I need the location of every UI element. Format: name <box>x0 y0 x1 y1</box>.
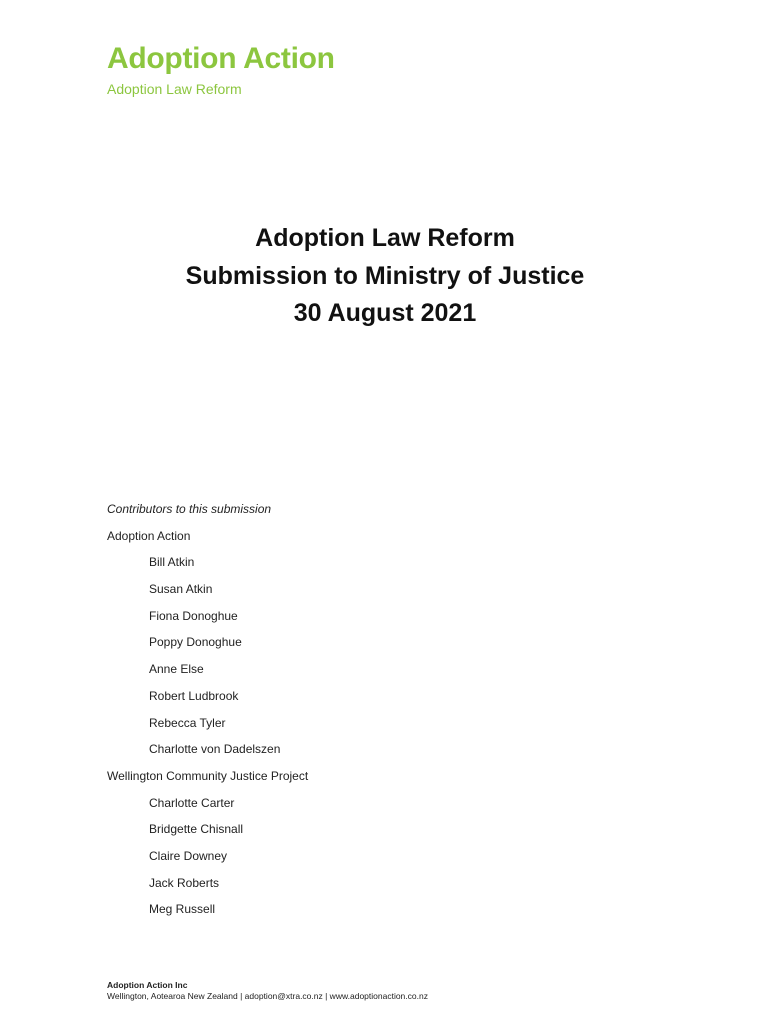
contributor-name: Jack Roberts <box>149 875 220 890</box>
contributor-name: Bridgette Chisnall <box>149 822 244 837</box>
contributor-name: Bill Atkin <box>149 555 195 570</box>
contributor-name: Charlotte von Dadelszen <box>149 742 281 757</box>
document-title <box>0 220 770 333</box>
contributor-name: Fiona Donoghue <box>149 608 238 623</box>
contributor-name: Robert Ludbrook <box>149 688 239 703</box>
contributor-name: Charlotte Carter <box>149 795 235 810</box>
contributors-section <box>107 500 308 927</box>
footer-org-name: Adoption Action Inc <box>107 980 188 990</box>
title-line-3: 30 August 2021 <box>293 299 477 327</box>
title-line-1: Adoption Law Reform <box>255 224 515 252</box>
page-footer <box>107 980 428 1002</box>
org-name-adoption-action: Adoption Action <box>107 528 191 543</box>
contributor-name: Susan Atkin <box>149 582 213 597</box>
contributor-name: Rebecca Tyler <box>149 715 226 730</box>
contributor-name: Meg Russell <box>149 902 216 917</box>
contributors-heading: Contributors to this submission <box>107 502 272 516</box>
brand-header <box>107 40 335 98</box>
org-name-wellington-cjp: Wellington Community Justice Project <box>107 768 309 783</box>
brand-tagline: Adoption Law Reform <box>107 81 242 97</box>
title-line-2: Submission to Ministry of Justice <box>185 261 585 290</box>
contributor-name: Poppy Donoghue <box>149 635 242 650</box>
contributor-name: Claire Downey <box>149 848 228 863</box>
footer-contact-details: Wellington, Aotearoa New Zealand | adoption@xtra.co.nz | www.adoptionaction.co.nz <box>107 991 428 1001</box>
brand-name: Adoption Action <box>107 42 335 75</box>
contributor-name: Anne Else <box>149 662 204 677</box>
